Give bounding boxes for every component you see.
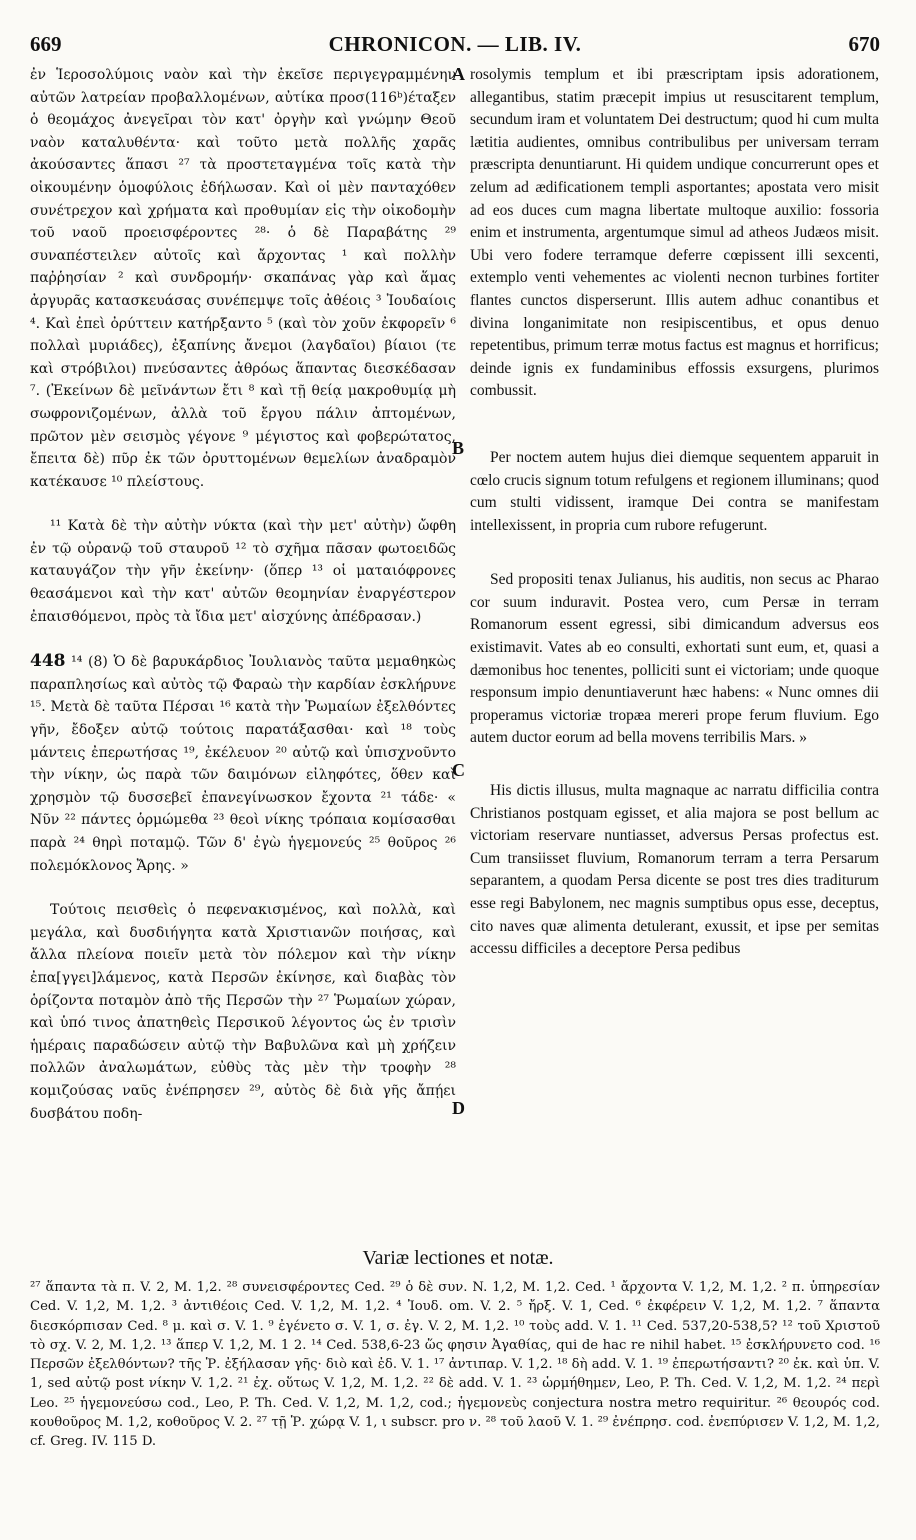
greek-paragraph-1: ἐν Ἱεροσολύμοις ναὸν καὶ τὴν ἐκεῖσε περιγεγραμμένην αὐτῶν λατρείαν προβαλλομένων, αὐτίκα προσ(116ᵇ)έταξεν ὁ θεομάχος ἀνεγεῖραι τὸν κατ' ὀργὴν καὶ γνώμην Θεοῦ ναὸν καταλυθέντα· καὶ τοῦτο μετὰ πολλῆς χαρᾶς ἀκούσαντες ἅπασι ²⁷ τὰ προστεταγμένα τοῖς κατὰ τὴν οἰκουμένην ὁμοφύλοις ἐδήλωσαν. Καὶ οἱ μὲν πανταχόθεν συνέτρεχον καὶ χρήματα καὶ προθυμίαν εἰς τὴν οἰκοδομὴν τοῦ ναοῦ προεισφέροντες ²⁸· ὁ δὲ Παραβάτης ²⁹ συναπέστειλεν αὐτοῖς καὶ ἄρχοντας ¹ καὶ πολλὴν παῤῥησίαν ² καὶ συνδρομήν· σκαπάνας γὰρ καὶ ἅμας ἀργυρᾶς κατασκευάσας συνέπεμψε τοῖς ἀθέοις ³ Ἰουδαίοις ⁴. Καὶ ἐπεὶ ὀρύττειν κατήρξαντο ⁵ (καὶ τὸν χοῦν ἐκφορεῖν ⁶ πολλαὶ μυριάδες), ἐξαπίνης ἄνεμοι (λαγδαῖοι) βίαιοι (τε καὶ στρόβιλοι) πνεύσαντες ἀθρόως ἅπαντας διεσκέδασαν ⁷. (Ἐκείνων δὲ μεῖνάντων ἔτι ⁸ καὶ τῇ θείᾳ μακροθυμίᾳ μὴ σωφρονιζομένων, ἀλλὰ τοῦ ἔργου πάλιν ἀπτομένων, πρῶτον μὲν σεισμὸς γέγονε ⁹ μέγιστος καὶ φοβερώτατος, ἔπειτα δὲ) πῦρ ἐκ τῶν ὀρυττομένων θεμελίων ἀναδραμὸν κατέκαυσε ¹⁰ πλείστους.: [30, 67, 456, 490]
greek-paragraph-4: Τούτοις πεισθεὶς ὁ πεφενακισμένος, καὶ πολλὰ, καὶ μεγάλα, καὶ δυσδιήγητα κατὰ Χριστιανῶν ποιήσας, καὶ ἄλλα πλείονα ποιεῖν μετὰ τὸν πόλεμον καὶ τὴν νίκην ἐπα[γγει]λάμενος, κατὰ Περσῶν ἐκίνησε, καὶ διαβὰς τὸν ὁρίζοντα ποταμὸν ἀπὸ τῆς Περσῶν τὴν ²⁷ Ῥωμαίων χώραν, καὶ ὑπό τινος ἀπατηθεὶς Περσικοῦ λέγοντος ὡς ἐν τρισὶν ἡμέραις παραδώσειν αὐτῷ τὴν Βαβυλῶνα καὶ μὴ χρήζειν πολλῶν ἀναλωμάτων, εὐθὺς τὰς μὲν τὴν τροφὴν ²⁸ κομιζούσας ναῦς ἐνέπρησεν ²⁹, αὐτὸς δὲ διὰ γῆς ἄπῄει δυσβάτου ποδη-: [30, 902, 456, 1122]
greek-paragraph-2: ¹¹ Κατὰ δὲ τὴν αὐτὴν νύκτα (καὶ τὴν μετ' αὐτὴν) ὤφθη ἐν τῷ οὐρανῷ τοῦ σταυροῦ ¹² τὸ σχῆμα πᾶσαν φωτοειδῶς καταυγάζον τὴν γῆν ἐκείνην· (ὅπερ ¹³ οἱ ματαιόφρονες θεασάμενοι καὶ τὴν κατ' αὐτῶν θεομηνίαν ἐναργέστερον ἐπαισθόμενοι, πρὸς τὰ ἴδια μετ' αἰσχύνης ἀπέδρασαν.): [30, 518, 456, 625]
latin-column: [470, 64, 879, 961]
greek-paragraph-3: [30, 650, 456, 877]
page-header: [30, 32, 880, 60]
section-number: 448: [30, 651, 66, 672]
margin-letter-d: D: [452, 1098, 465, 1118]
page-number-left: 669: [30, 32, 62, 56]
latin-paragraph-4: His dictis illusus, multa magnaque ac narratu difficilia contra Christianos postquam egisset, et alia majora se post bellum ac victoriam reservare nuntiasset, adversus Persas profectus est. Cum transiisset fluvium, Romanorum terram a terra Persarum separantem, a quodam Persa dicente se post tres dies traditurum esse regi Babylonem, nec magnis sumptibus opus esse, deceptus, cito naves quæ alimenta detulerant, exussit, et ipse per semitas accessu difficiles a deceptore Persa pedibus: [470, 782, 879, 958]
margin-letter-a: A: [452, 64, 465, 84]
latin-paragraph-1: rosolymis templum et ibi præscriptam ipsis adorationem, allegantibus, statim præcepit impius ut resuscitarent templum, secundum iram et voluntatem Dei destructum; quod hi cum multa lætitia audientes, omnibus contribulibus per universam terram præscripta denuntiarunt. Hi quidem undique concurrerunt opes et zelum ad ædificationem templi asportantes; apostata vero misit ad eos duces cum magna libertate multoque auxilio: fossoria enim et instrumenta, argentumque simul ad atheos Judæos misit. Ubi vero fodere terramque deferre cœpissent illi sexcenti, extemplo venti vehementes ac violenti necnon turbines fortiter flantes cunctos disperserunt. Illis autem adhuc conantibus et divina longanimitate non resipiscentibus, et opus denuo repetentibus, primum terræ motus factus est magnus et horrificus; deinde ignis ex fundaminibus effossis exsurgens, plurimos combussit.: [470, 66, 879, 400]
latin-paragraph-3: Sed propositi tenax Julianus, his auditis, non secus ac Pharao cor suum induravit. Postea vero, cum Persæ in terram Romanorum essent egressi, sibi dimicandum adversus eos existimavit. Vates ab eo consulti, exhortati sunt eum, et, quasi a dæmonibus hoc tenentes, polliciti sunt ei victoriam; unde quoque responsum impio denuntiaverunt hæc habens: « Nunc omnes dii properamus victoriæ tropæa mereri prope ferum fluvium. Ego autem ductor eorum ad bella movens terribilis Mars. »: [470, 571, 879, 747]
notes-title: Variæ lectiones et notæ.: [362, 1247, 554, 1269]
greek-column: [30, 64, 456, 1125]
margin-letter-b: B: [452, 438, 465, 458]
margin-letter-c: C: [452, 760, 465, 780]
latin-paragraph-2: Per noctem autem hujus diei diemque sequentem apparuit in cœlo crucis signum totum refulgens et regionem illuminans; quod cum stulti vidissent, iramque Dei contra se manifestam intellexissent, in propria cum rubore refugerunt.: [470, 448, 879, 534]
greek-paragraph-3-text: ¹⁴ (8) Ὁ δὲ βαρυκάρδιος Ἰουλιανὸς ταῦτα μεμαθηκὼς παραπλησίως καὶ αὐτὸς τῷ Φαραὼ τὴν καρδίαν ἐσκλήρυνε ¹⁵. Μετὰ δὲ ταῦτα Πέρσαι ¹⁶ κατὰ τὴν Ῥωμαίων ἐξελθόντες γῆν, ἔδοξεν αὐτῷ τούτοις παρατάξασθαι· καὶ ¹⁸ τοὺς μάντεις ἐπερωτήσας ¹⁹, ἐκέλευον ²⁰ αὐτῷ καὶ ὑπισχνοῦντο τὴν νίκην, ὡς παρὰ τῶν δαιμόνων εἰληφότες, ὅθεν καὶ χρησμὸν τῷ δυσσεβεῖ ἐπανεγίνωσκον ἔχοντα ²¹ τάδε· « Νῦν ²² πάντες ὁρμώμεθα ²³ θεοὶ νίκης τρόπαια κομίσασθαι παρὰ ²⁴ θηρὶ ποταμῷ. Τῶν δ' ἐγὼ ἡγεμονεύς ²⁵ θοῦρος ²⁶ πολεμόκλονος Ἄρης. »: [30, 654, 456, 874]
page-number-right: 670: [848, 32, 880, 56]
variant-readings-notes: ²⁷ ἅπαντα τὰ π. V. 2, M. 1,2. ²⁸ συνεισφέροντες Ced. ²⁹ ὁ δὲ συν. N. 1,2, M. 1,2. Ced. ¹ ἄρχοντα V. 1,2, M. 1,2. ² π. ὑπηρεσίαν Ced. V. 1,2, M. 1,2. ³ ἀντιθέοις Ced. V. 1,2, M. 1,2. ⁴ Ἰουδ. om. V. 2. ⁵ ἤρξ. V. 1, Ced. ⁶ ἐκφέρειν V. 1,2, M. 1,2. ⁷ ἅπαντα διεσκόρπισαν Ced. ⁸ μ. καὶ σ. V. 1. ⁹ ἐγένετο σ. V. 1, σ. ἐγ. V. 2, M. 1,2. ¹⁰ τοὺς add. V. 1. ¹¹ Ced. 537,20-538,5? ¹² τοῦ Χριστοῦ τὸ σχ. V. 2, M. 1,2. ¹³ ἅπερ V. 1,2, M. 1 2. ¹⁴ Ced. 538,6-23 ὥς φησιν Ἀγαθίας, qui de hac re nihil habet. ¹⁵ ἐσκλήρυνετο cod. ¹⁶ Περσῶν ἐξελθόντων? τῆς Ῥ. ἐξήλασαν γῆς· διὸ καὶ ἐδ. V. 1. ¹⁷ ἀντιπαρ. V. 1,2. ¹⁸ δὴ add. V. 1. ¹⁹ ἐπερωτήσαντι? ²⁰ ἐκ. καὶ ὑπ. V. 1, sed αὐτῷ post νίκην V. 1,2. ²¹ ἐχ. οὕτως V. 1,2, M. 1,2. ²² δὲ add. V. 1. ²³ ὡρμήθημεν, Leo, P. Th. Ced. V. 1,2, M. 1,2. ²⁴ περὶ Leo. ²⁵ ἡγεμονεύσω cod., Leo, P. Th. Ced. V. 1,2, M. 1,2, cod.; ἡγεμονεὺς conjectura nostra metro requiritur. ²⁶ θεουρός cod. κουθοῦρος M. 1,2, κοθοῦρος V. 2. ²⁷ τῇ Ῥ. χώρᾳ V. 1, ι subscr. pro ν. ²⁸ τοῦ λαοῦ V. 1. ²⁹ ἐνέπρησ. cod. ἐνεπύρισεν V. 1,2, M. 1,2, cf. Greg. IV. 115 D.: [30, 1280, 880, 1450]
running-title: CHRONICON. — LIB. IV.: [328, 32, 582, 56]
